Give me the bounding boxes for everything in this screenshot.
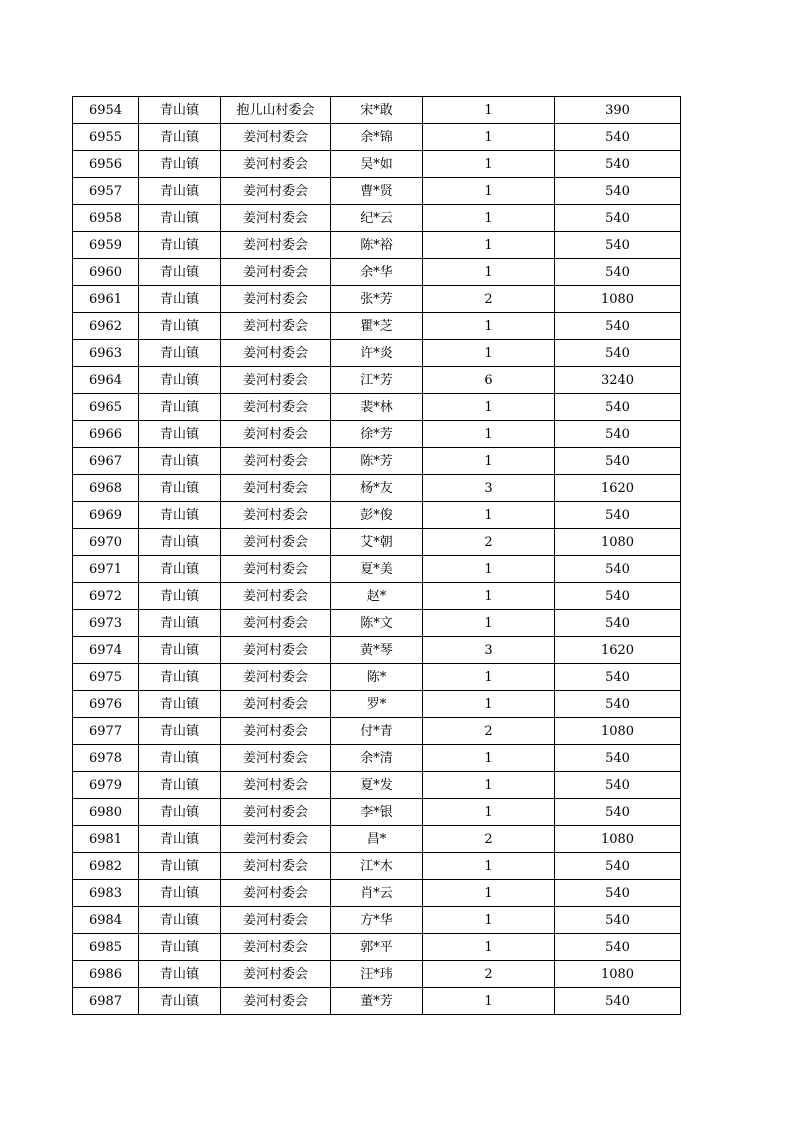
count-cell: 1 <box>423 340 555 367</box>
village-committee-cell: 姜河村委会 <box>221 313 331 340</box>
row-number-cell: 6959 <box>73 232 139 259</box>
name-cell: 江*芳 <box>331 367 423 394</box>
name-cell: 黄*琴 <box>331 637 423 664</box>
village-committee-cell: 姜河村委会 <box>221 988 331 1015</box>
row-number-cell: 6982 <box>73 853 139 880</box>
village-committee-cell: 姜河村委会 <box>221 637 331 664</box>
village-committee-cell: 姜河村委会 <box>221 610 331 637</box>
name-cell: 曹*贤 <box>331 178 423 205</box>
name-cell: 赵* <box>331 583 423 610</box>
name-cell: 陈*裕 <box>331 232 423 259</box>
village-committee-cell: 姜河村委会 <box>221 178 331 205</box>
table-row <box>73 205 681 232</box>
count-cell: 1 <box>423 934 555 961</box>
count-cell: 1 <box>423 853 555 880</box>
town-cell: 青山镇 <box>139 637 221 664</box>
amount-cell: 540 <box>555 664 681 691</box>
table-row <box>73 745 681 772</box>
table-row <box>73 907 681 934</box>
table-row <box>73 799 681 826</box>
town-cell: 青山镇 <box>139 745 221 772</box>
name-cell: 昌* <box>331 826 423 853</box>
table-row <box>73 529 681 556</box>
name-cell: 余*清 <box>331 745 423 772</box>
amount-cell: 540 <box>555 934 681 961</box>
name-cell: 陈*芳 <box>331 448 423 475</box>
name-cell: 余*锦 <box>331 124 423 151</box>
name-cell: 江*木 <box>331 853 423 880</box>
count-cell: 3 <box>423 637 555 664</box>
name-cell: 董*芳 <box>331 988 423 1015</box>
village-committee-cell: 姜河村委会 <box>221 556 331 583</box>
table-row <box>73 151 681 178</box>
count-cell: 1 <box>423 97 555 124</box>
amount-cell: 540 <box>555 232 681 259</box>
row-number-cell: 6970 <box>73 529 139 556</box>
town-cell: 青山镇 <box>139 124 221 151</box>
name-cell: 杨*友 <box>331 475 423 502</box>
amount-cell: 540 <box>555 340 681 367</box>
row-number-cell: 6963 <box>73 340 139 367</box>
table-row <box>73 664 681 691</box>
town-cell: 青山镇 <box>139 934 221 961</box>
village-committee-cell: 姜河村委会 <box>221 934 331 961</box>
count-cell: 1 <box>423 907 555 934</box>
count-cell: 1 <box>423 394 555 421</box>
name-cell: 郭*平 <box>331 934 423 961</box>
amount-cell: 540 <box>555 610 681 637</box>
table-row <box>73 178 681 205</box>
count-cell: 1 <box>423 151 555 178</box>
town-cell: 青山镇 <box>139 232 221 259</box>
name-cell: 罗* <box>331 691 423 718</box>
row-number-cell: 6974 <box>73 637 139 664</box>
amount-cell: 540 <box>555 583 681 610</box>
count-cell: 1 <box>423 556 555 583</box>
amount-cell: 1080 <box>555 529 681 556</box>
name-cell: 瞿*芝 <box>331 313 423 340</box>
amount-cell: 1080 <box>555 286 681 313</box>
amount-cell: 540 <box>555 124 681 151</box>
table-row <box>73 583 681 610</box>
amount-cell: 540 <box>555 772 681 799</box>
count-cell: 1 <box>423 583 555 610</box>
town-cell: 青山镇 <box>139 529 221 556</box>
amount-cell: 540 <box>555 502 681 529</box>
town-cell: 青山镇 <box>139 502 221 529</box>
row-number-cell: 6954 <box>73 97 139 124</box>
village-committee-cell: 姜河村委会 <box>221 448 331 475</box>
row-number-cell: 6961 <box>73 286 139 313</box>
row-number-cell: 6955 <box>73 124 139 151</box>
name-cell: 艾*朝 <box>331 529 423 556</box>
name-cell: 张*芳 <box>331 286 423 313</box>
table-row <box>73 502 681 529</box>
amount-cell: 540 <box>555 259 681 286</box>
village-committee-cell: 姜河村委会 <box>221 367 331 394</box>
village-committee-cell: 姜河村委会 <box>221 259 331 286</box>
village-committee-cell: 抱儿山村委会 <box>221 97 331 124</box>
town-cell: 青山镇 <box>139 97 221 124</box>
amount-cell: 540 <box>555 745 681 772</box>
town-cell: 青山镇 <box>139 880 221 907</box>
name-cell: 夏*发 <box>331 772 423 799</box>
village-committee-cell: 姜河村委会 <box>221 799 331 826</box>
count-cell: 1 <box>423 880 555 907</box>
row-number-cell: 6957 <box>73 178 139 205</box>
town-cell: 青山镇 <box>139 610 221 637</box>
table-row <box>73 448 681 475</box>
amount-cell: 540 <box>555 799 681 826</box>
count-cell: 1 <box>423 232 555 259</box>
row-number-cell: 6984 <box>73 907 139 934</box>
village-committee-cell: 姜河村委会 <box>221 340 331 367</box>
town-cell: 青山镇 <box>139 367 221 394</box>
village-committee-cell: 姜河村委会 <box>221 772 331 799</box>
amount-cell: 540 <box>555 691 681 718</box>
town-cell: 青山镇 <box>139 151 221 178</box>
row-number-cell: 6958 <box>73 205 139 232</box>
village-committee-cell: 姜河村委会 <box>221 907 331 934</box>
name-cell: 汪*玮 <box>331 961 423 988</box>
table-row <box>73 421 681 448</box>
town-cell: 青山镇 <box>139 421 221 448</box>
village-committee-cell: 姜河村委会 <box>221 718 331 745</box>
amount-cell: 390 <box>555 97 681 124</box>
row-number-cell: 6983 <box>73 880 139 907</box>
village-committee-cell: 姜河村委会 <box>221 853 331 880</box>
town-cell: 青山镇 <box>139 826 221 853</box>
name-cell: 吴*如 <box>331 151 423 178</box>
table-row <box>73 853 681 880</box>
count-cell: 1 <box>423 610 555 637</box>
table-row <box>73 475 681 502</box>
row-number-cell: 6979 <box>73 772 139 799</box>
amount-cell: 1080 <box>555 961 681 988</box>
village-committee-cell: 姜河村委会 <box>221 826 331 853</box>
amount-cell: 540 <box>555 313 681 340</box>
amount-cell: 540 <box>555 853 681 880</box>
town-cell: 青山镇 <box>139 340 221 367</box>
row-number-cell: 6985 <box>73 934 139 961</box>
amount-cell: 540 <box>555 448 681 475</box>
amount-cell: 1620 <box>555 475 681 502</box>
village-committee-cell: 姜河村委会 <box>221 880 331 907</box>
amount-cell: 540 <box>555 880 681 907</box>
table-row <box>73 961 681 988</box>
table-row <box>73 556 681 583</box>
count-cell: 6 <box>423 367 555 394</box>
name-cell: 许*炎 <box>331 340 423 367</box>
village-committee-cell: 姜河村委会 <box>221 475 331 502</box>
table-row <box>73 826 681 853</box>
village-committee-cell: 姜河村委会 <box>221 691 331 718</box>
table-row <box>73 124 681 151</box>
town-cell: 青山镇 <box>139 853 221 880</box>
row-number-cell: 6964 <box>73 367 139 394</box>
table-row <box>73 934 681 961</box>
row-number-cell: 6981 <box>73 826 139 853</box>
amount-cell: 1620 <box>555 637 681 664</box>
amount-cell: 540 <box>555 907 681 934</box>
town-cell: 青山镇 <box>139 313 221 340</box>
row-number-cell: 6965 <box>73 394 139 421</box>
row-number-cell: 6966 <box>73 421 139 448</box>
table-row <box>73 232 681 259</box>
table-row <box>73 313 681 340</box>
town-cell: 青山镇 <box>139 583 221 610</box>
count-cell: 2 <box>423 286 555 313</box>
village-committee-cell: 姜河村委会 <box>221 124 331 151</box>
row-number-cell: 6973 <box>73 610 139 637</box>
village-committee-cell: 姜河村委会 <box>221 745 331 772</box>
town-cell: 青山镇 <box>139 988 221 1015</box>
count-cell: 1 <box>423 664 555 691</box>
town-cell: 青山镇 <box>139 448 221 475</box>
row-number-cell: 6986 <box>73 961 139 988</box>
town-cell: 青山镇 <box>139 394 221 421</box>
name-cell: 宋*敢 <box>331 97 423 124</box>
row-number-cell: 6960 <box>73 259 139 286</box>
data-table <box>72 96 681 1015</box>
amount-cell: 540 <box>555 178 681 205</box>
town-cell: 青山镇 <box>139 556 221 583</box>
row-number-cell: 6971 <box>73 556 139 583</box>
row-number-cell: 6962 <box>73 313 139 340</box>
village-committee-cell: 姜河村委会 <box>221 529 331 556</box>
count-cell: 1 <box>423 205 555 232</box>
table-row <box>73 772 681 799</box>
table-row <box>73 259 681 286</box>
village-committee-cell: 姜河村委会 <box>221 151 331 178</box>
count-cell: 2 <box>423 826 555 853</box>
count-cell: 1 <box>423 691 555 718</box>
row-number-cell: 6976 <box>73 691 139 718</box>
table-row <box>73 286 681 313</box>
amount-cell: 540 <box>555 394 681 421</box>
count-cell: 1 <box>423 421 555 448</box>
table-row <box>73 340 681 367</box>
amount-cell: 540 <box>555 988 681 1015</box>
name-cell: 余*华 <box>331 259 423 286</box>
count-cell: 1 <box>423 124 555 151</box>
village-committee-cell: 姜河村委会 <box>221 961 331 988</box>
row-number-cell: 6975 <box>73 664 139 691</box>
table-body <box>73 97 681 1015</box>
name-cell: 方*华 <box>331 907 423 934</box>
count-cell: 1 <box>423 772 555 799</box>
town-cell: 青山镇 <box>139 907 221 934</box>
name-cell: 肖*云 <box>331 880 423 907</box>
count-cell: 2 <box>423 961 555 988</box>
row-number-cell: 6969 <box>73 502 139 529</box>
count-cell: 1 <box>423 502 555 529</box>
town-cell: 青山镇 <box>139 205 221 232</box>
count-cell: 2 <box>423 529 555 556</box>
row-number-cell: 6978 <box>73 745 139 772</box>
count-cell: 1 <box>423 313 555 340</box>
table-row <box>73 97 681 124</box>
row-number-cell: 6977 <box>73 718 139 745</box>
name-cell: 彭*俊 <box>331 502 423 529</box>
row-number-cell: 6956 <box>73 151 139 178</box>
town-cell: 青山镇 <box>139 718 221 745</box>
count-cell: 3 <box>423 475 555 502</box>
town-cell: 青山镇 <box>139 286 221 313</box>
name-cell: 陈* <box>331 664 423 691</box>
count-cell: 1 <box>423 799 555 826</box>
amount-cell: 540 <box>555 556 681 583</box>
town-cell: 青山镇 <box>139 178 221 205</box>
name-cell: 付*青 <box>331 718 423 745</box>
row-number-cell: 6980 <box>73 799 139 826</box>
table-row <box>73 610 681 637</box>
name-cell: 徐*芳 <box>331 421 423 448</box>
village-committee-cell: 姜河村委会 <box>221 583 331 610</box>
count-cell: 1 <box>423 988 555 1015</box>
row-number-cell: 6967 <box>73 448 139 475</box>
count-cell: 1 <box>423 745 555 772</box>
name-cell: 夏*美 <box>331 556 423 583</box>
table-row <box>73 367 681 394</box>
amount-cell: 540 <box>555 205 681 232</box>
name-cell: 纪*云 <box>331 205 423 232</box>
town-cell: 青山镇 <box>139 475 221 502</box>
count-cell: 2 <box>423 718 555 745</box>
count-cell: 1 <box>423 178 555 205</box>
village-committee-cell: 姜河村委会 <box>221 394 331 421</box>
village-committee-cell: 姜河村委会 <box>221 232 331 259</box>
village-committee-cell: 姜河村委会 <box>221 286 331 313</box>
table-row <box>73 637 681 664</box>
town-cell: 青山镇 <box>139 961 221 988</box>
village-committee-cell: 姜河村委会 <box>221 664 331 691</box>
amount-cell: 1080 <box>555 718 681 745</box>
count-cell: 1 <box>423 259 555 286</box>
town-cell: 青山镇 <box>139 259 221 286</box>
row-number-cell: 6972 <box>73 583 139 610</box>
name-cell: 陈*文 <box>331 610 423 637</box>
row-number-cell: 6968 <box>73 475 139 502</box>
town-cell: 青山镇 <box>139 772 221 799</box>
village-committee-cell: 姜河村委会 <box>221 205 331 232</box>
amount-cell: 540 <box>555 151 681 178</box>
town-cell: 青山镇 <box>139 799 221 826</box>
amount-cell: 1080 <box>555 826 681 853</box>
row-number-cell: 6987 <box>73 988 139 1015</box>
name-cell: 裴*林 <box>331 394 423 421</box>
table-row <box>73 880 681 907</box>
town-cell: 青山镇 <box>139 664 221 691</box>
name-cell: 李*银 <box>331 799 423 826</box>
table-row <box>73 718 681 745</box>
amount-cell: 3240 <box>555 367 681 394</box>
amount-cell: 540 <box>555 421 681 448</box>
table-row <box>73 691 681 718</box>
town-cell: 青山镇 <box>139 691 221 718</box>
table-row <box>73 988 681 1015</box>
table-row <box>73 394 681 421</box>
village-committee-cell: 姜河村委会 <box>221 421 331 448</box>
village-committee-cell: 姜河村委会 <box>221 502 331 529</box>
count-cell: 1 <box>423 448 555 475</box>
